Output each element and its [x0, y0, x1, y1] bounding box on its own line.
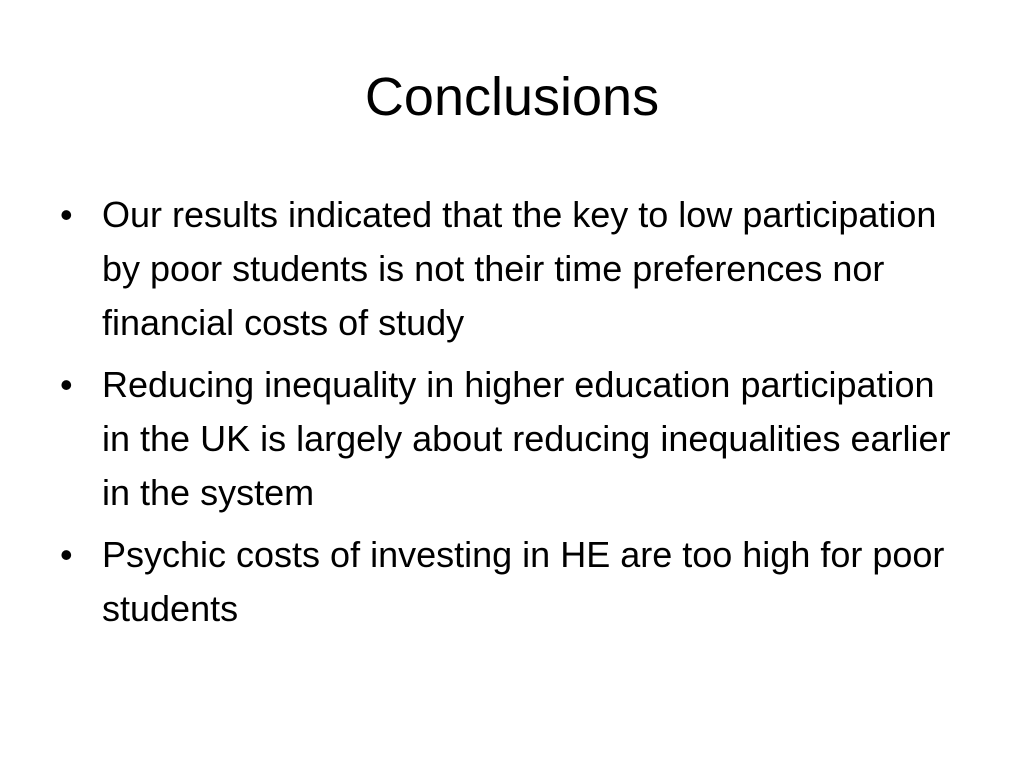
- slide-title: Conclusions: [364, 67, 660, 127]
- bullet-text-3: Psychic costs of investing in HE are too high for poor students: [102, 534, 945, 629]
- bullet-item-2: [60, 358, 960, 520]
- bullet-text-1: Our results indicated that the key to low participation by poor students is not their time preferences nor financial costs of study: [102, 194, 937, 343]
- bullet-item-1: [60, 188, 960, 350]
- bullet-item-3: [60, 528, 960, 636]
- bullet-text-2: Reducing inequality in higher education participation in the UK is largely about reducing inequalities earlier in the system: [102, 364, 951, 513]
- bullet-icon: •: [60, 534, 73, 575]
- bullet-icon: •: [60, 194, 73, 235]
- bullet-icon: •: [60, 364, 73, 405]
- bullet-list: [60, 188, 960, 644]
